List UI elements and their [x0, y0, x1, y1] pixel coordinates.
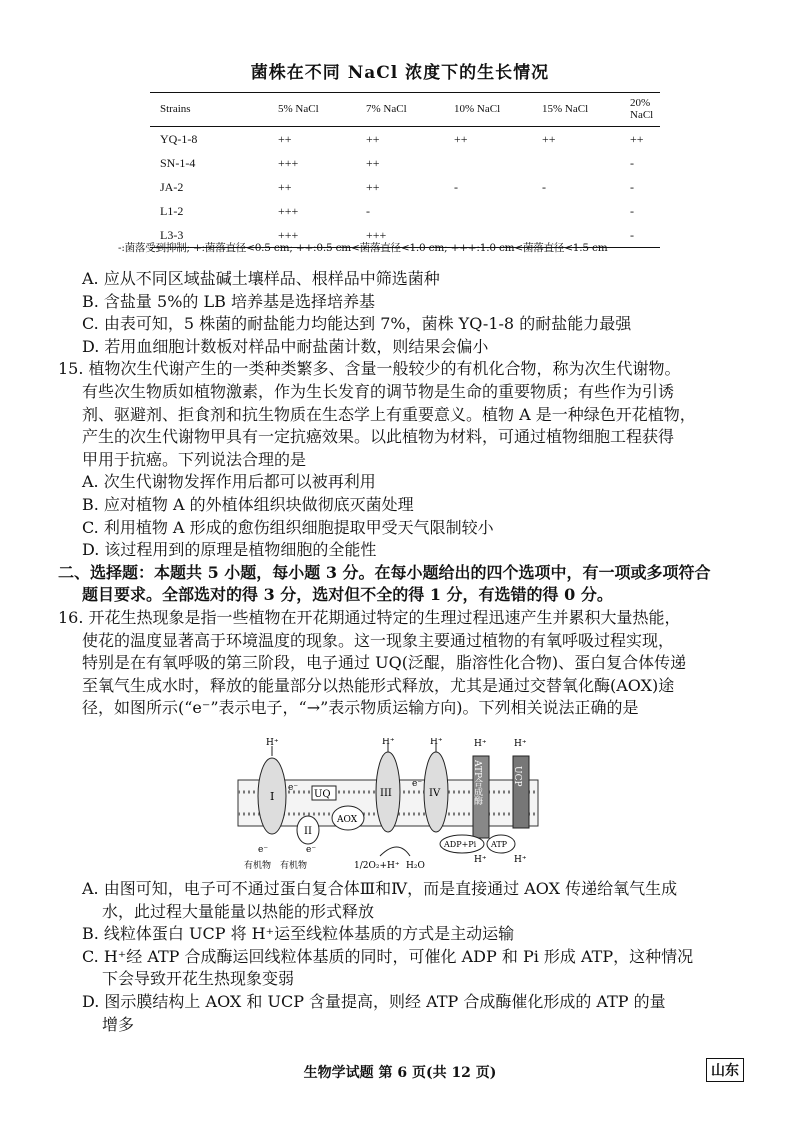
- q15-option-b: B. 应对植物 A 的外植体组织块做彻底灭菌处理: [82, 494, 414, 514]
- q15-stem-line: 剂、驱避剂、拒食剂和抗生物质在生态学上有重要意义。植物 A 是一种绿色开花植物，: [82, 404, 696, 424]
- q16-option-c-cont: 下会导致开花生热现象变弱: [102, 969, 295, 989]
- cell: [532, 199, 620, 223]
- q16-stem-line: 使花的温度显著高于环境温度的现象。这一现象主要通过植物的有氧呼吸过程实现，: [82, 630, 675, 650]
- h-plus-label: H⁺: [382, 738, 395, 747]
- aox-label: AOX: [337, 815, 358, 825]
- ucp-label: UCP: [512, 766, 522, 787]
- cell: -: [630, 155, 634, 170]
- cell: ++: [366, 179, 380, 194]
- q15-option-d: D. 该过程用到的原理是植物细胞的全能性: [82, 540, 377, 560]
- q15-stem-line: 有些次生物质如植物激素，作为生长发育的调节物是生命的重要物质；有些作为引诱: [82, 381, 675, 401]
- header-15pct: 15% NaCl: [532, 93, 620, 127]
- cell: L1-2: [160, 203, 184, 218]
- q16-option-a: A. 由图可知，电子可不通过蛋白复合体Ⅲ和Ⅳ，而是直接通过 AOX 传递给氧气生成: [82, 879, 678, 898]
- table-note: -:菌落受到抑制; +:菌落直径<0.5 cm; ++:0.5 cm<菌落直径<1.0 cm; +++:1.0 cm<菌落直径<1.5 cm: [118, 242, 608, 254]
- page-footer: 生物学试题 第 6 页(共 12 页): [303, 1065, 497, 1081]
- q15-stem-line: 15. 植物次生代谢产生的一类种类繁多、含量一般较少的有机化合物，称为次生代谢物。: [58, 359, 681, 379]
- cell: -: [630, 203, 634, 218]
- h-plus-label: H⁺: [266, 738, 279, 748]
- electron-label: e⁻: [288, 783, 299, 793]
- header-7pct: 7% NaCl: [356, 93, 444, 127]
- complex-4-label: IV: [429, 788, 441, 799]
- cell: ++: [630, 131, 644, 146]
- cell: ++: [454, 131, 468, 146]
- table-row: [150, 175, 660, 199]
- q14-option-b: B. 含盐量 5%的 LB 培养基是选择培养基: [82, 291, 375, 311]
- cell: ++: [366, 155, 380, 170]
- section-2-heading-cont: 题目要求。全部选对的得 3 分，选对但不全的得 1 分，有选错的得 0 分。: [82, 585, 613, 605]
- cell: L3-3: [160, 227, 184, 242]
- cell: [444, 199, 532, 223]
- q16-stem-line: 特别是在有氧呼吸的第三阶段，电子通过 UQ(泛醌，脂溶性化合物)、蛋白复合体传递: [82, 653, 687, 673]
- table-row: [150, 151, 660, 175]
- q16-option-a-cont: 水，此过程大量能量以热能的形式释放: [102, 901, 375, 921]
- section-2-heading: 二、选择题：本题共 5 小题，每小题 3 分。在每小题给出的四个选项中，有一项或多项符合: [58, 562, 711, 582]
- complex-3-label: III: [380, 788, 392, 799]
- organic-label-1: 有机物: [244, 861, 272, 871]
- cell: +++: [278, 227, 299, 242]
- q16-options: [58, 878, 758, 1036]
- q16-stem-line: 至氧气生成水时，释放的能量部分以热能形式释放，尤其是通过交替氧化酶(AOX)途: [82, 675, 675, 695]
- q16-option-d: D. 图示膜结构上 AOX 和 UCP 含量提高，则经 ATP 合成酶催化形成的 ATP 的量: [82, 991, 666, 1011]
- header-20pct: 20% NaCl: [620, 93, 660, 127]
- q15-stem-line: 产生的次生代谢物甲具有一定抗癌效果。以此植物为材料，可通过植物细胞工程获得: [82, 427, 675, 447]
- cell: ++: [278, 131, 292, 146]
- q16-option-d-cont: 增多: [102, 1014, 135, 1034]
- cell: -: [454, 179, 458, 194]
- q14-option-a: A. 应从不同区域盐碱土壤样品、根样品中筛选菌种: [82, 269, 440, 288]
- questions-block: [58, 268, 758, 720]
- cell: ++: [366, 131, 380, 146]
- atp-synthase-label: ATP合成酶: [472, 760, 482, 806]
- water-label: H₂O: [406, 861, 425, 871]
- h-plus-label: H⁺: [430, 738, 443, 747]
- q16-option-b: B. 线粒体蛋白 UCP 将 H⁺运至线粒体基质的方式是主动运输: [82, 924, 515, 944]
- q16-option-c: C. H⁺经 ATP 合成酶运回线粒体基质的同时，可催化 ADP 和 Pi 形成 ATP，这种情况: [82, 946, 694, 966]
- oxygen-label: 1/2O₂+H⁺: [354, 861, 400, 871]
- cell: -: [366, 203, 370, 218]
- q15-option-a: A. 次生代谢物发挥作用后都可以被再利用: [82, 472, 376, 492]
- cell: +++: [278, 155, 299, 170]
- electron-label: e⁻: [306, 845, 317, 855]
- cell: [532, 151, 620, 175]
- adp-pi-label: ADP+Pi: [444, 840, 477, 849]
- cell: [444, 151, 532, 175]
- header-strains: Strains: [150, 93, 268, 127]
- table-title: 菌株在不同 NaCl 浓度下的生长情况: [250, 63, 550, 83]
- h-plus-label: H⁺: [474, 855, 487, 865]
- uq-label: UQ: [314, 789, 331, 800]
- cell: ++: [278, 179, 292, 194]
- cell: YQ-1-8: [160, 131, 198, 146]
- q16-stem-line: 16. 开花生热现象是指一些植物在开花期通过特定的生理过程迅速产生并累积大量热能，: [58, 607, 681, 627]
- header-10pct: 10% NaCl: [444, 93, 532, 127]
- cell: JA-2: [160, 179, 184, 194]
- table-row: [150, 199, 660, 223]
- h-plus-label: H⁺: [474, 739, 487, 749]
- q15-stem-line: 甲用于抗癌。下列说法合理的是: [82, 449, 307, 469]
- q16-stem-line: 径，如图所示(“e⁻”表示电子，“→”表示物质运输方向)。下列相关说法正确的是: [82, 698, 639, 718]
- cell: SN-1-4: [160, 155, 196, 170]
- h-plus-label: H⁺: [514, 739, 527, 749]
- cell: +++: [366, 227, 387, 242]
- table-header-row: [150, 93, 660, 127]
- atp-label: ATP: [491, 840, 508, 849]
- cell: ++: [542, 131, 556, 146]
- region-badge: 山东: [706, 1058, 744, 1082]
- mitochondria-membrane-diagram: [230, 738, 560, 873]
- cell: -: [542, 179, 546, 194]
- cell: -: [630, 179, 634, 194]
- q15-option-c: C. 利用植物 A 形成的愈伤组织细胞提取甲受天气限制较小: [82, 517, 494, 537]
- h-plus-label: H⁺: [514, 855, 527, 865]
- complex-2-label: II: [304, 826, 312, 837]
- cell: -: [630, 227, 634, 242]
- header-5pct: 5% NaCl: [268, 93, 356, 127]
- organic-label-2: 有机物: [280, 861, 308, 871]
- strain-table: [150, 92, 660, 248]
- electron-label: e⁻: [412, 779, 423, 789]
- q14-option-c: C. 由表可知，5 株菌的耐盐能力均能达到 7%，菌株 YQ-1-8 的耐盐能力最强: [82, 314, 632, 334]
- electron-label: e⁻: [258, 845, 269, 855]
- q14-option-d: D. 若用血细胞计数板对样品中耐盐菌计数，则结果会偏小: [82, 336, 489, 356]
- complex-1-label: I: [270, 790, 275, 803]
- table-row: [150, 127, 660, 152]
- cell: +++: [278, 203, 299, 218]
